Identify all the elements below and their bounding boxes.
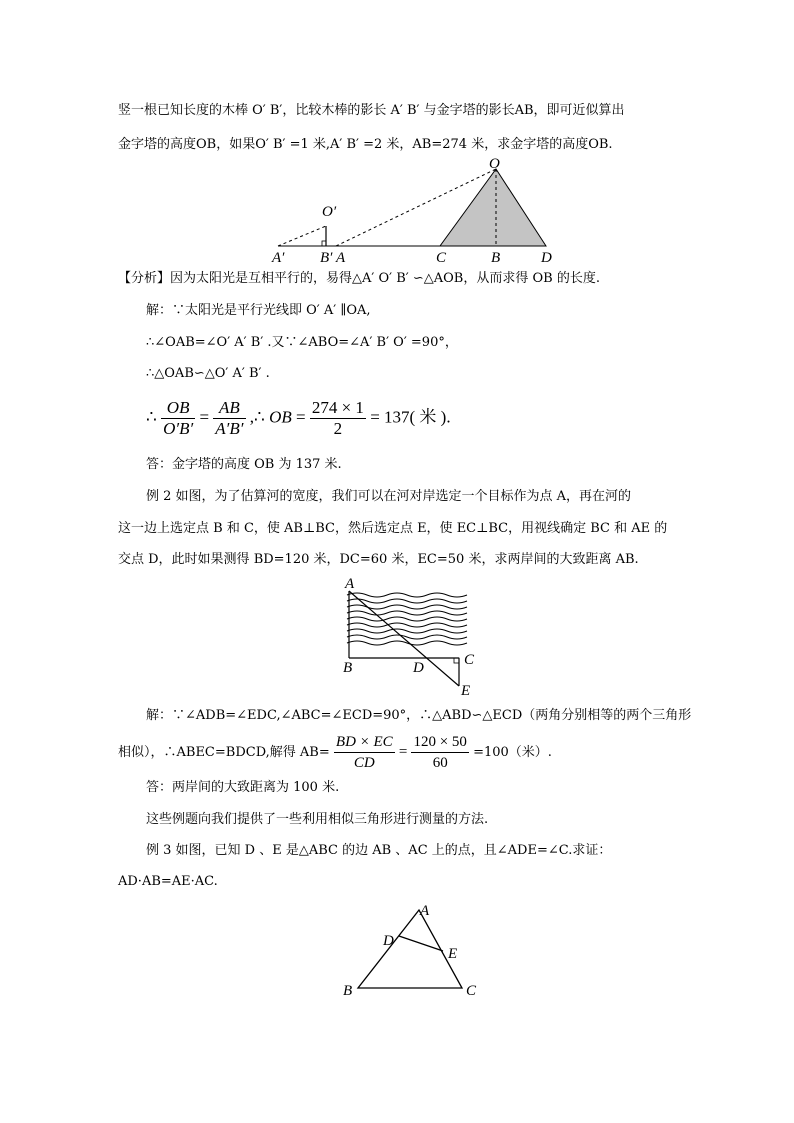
analysis-text: 【分析】因为太阳光是互相平行的，易得△A′ O′ B′ ∽△AOB，从而求得 OB 的长度. [118,271,600,286]
fraction-274x1-over-2 [310,398,366,439]
equals-sign-2: = [296,407,306,427]
equation-result: = 137( 米 ). [370,407,451,427]
frac3-denominator: 2 [310,418,366,439]
fraction-BDxEC-over-CD [334,732,395,773]
segment-DE [399,936,443,951]
solution1-equation [146,398,451,439]
label-O: O [489,156,500,172]
river-figure [335,573,485,698]
label-A: A [420,903,430,919]
label-C: C [464,652,475,668]
label-B: B [491,250,501,266]
fraction-OB-over-OpBp [161,398,195,439]
frac-60-denominator: 60 [411,752,468,773]
example3-line-2: AD·AB=AE·AC. [118,874,218,889]
frac2-numerator: AB [219,398,240,417]
solution1-line-2: ∴∠OAB=∠O′ A′ B′ .又∵∠ABO=∠A′ B′ O′ =90°， [146,335,458,350]
frac-cd-denominator: CD [334,752,395,773]
example2-line-1: 例 2 如图，为了估算河的宽度，我们可以在河对岸选定一个目标作为点 A，再在河的 [146,489,632,504]
solution2-answer: 答：两岸间的大致距离为 100 米. [146,780,340,795]
triangle-figure [338,898,488,1003]
label-C: C [466,983,477,999]
pyramid-triangle [440,169,546,246]
solution1-line-3: ∴△OAB∽△O′ A′ B′ . [146,366,270,381]
separator-therefore: ,∴ [249,407,265,427]
method-note: 这些例题向我们提供了一些利用相似三角形进行测量的方法. [146,812,489,827]
label-B-prime: B′ [320,250,333,266]
pyramid-shadow-figure [260,155,560,267]
solution2-result: =100（米）. [473,745,552,760]
right-angle-C [454,658,459,663]
label-O-prime: O′ [322,204,337,220]
example2-line-3: 交点 D，此时如果测得 BD=120 米，DC=60 米，EC=50 米，求两岸间的大致距离 AB. [118,552,639,567]
frac1-denominator: O′B′ [163,419,194,438]
equals-sign: = [398,744,408,760]
solution2-line-1: 解：∵∠ADB=∠EDC,∠ABC=∠ECD=90°，∴△ABD∽△ECD（两角分别相等的两个三角形 [146,708,692,723]
label-D: D [413,660,424,676]
stick-sun-ray [278,226,326,246]
problem-text-line-2: 金字塔的高度OB，如果O′ B′ =1 米,A′ B′ =2 米，AB=274 米，求金字塔的高度OB. [118,137,613,152]
example2-line-2: 这一边上选定点 B 和 C，使 AB⊥BC，然后选定点 E，使 EC⊥BC，用视线确定 BC 和 AE 的 [118,521,668,536]
fraction-AB-over-ApBp [213,398,245,439]
triangle-ABC [358,910,462,988]
solution1-line-1: 解：∵太阳光是平行光线即 O′ A′ ∥OA, [146,303,371,318]
problem-text-line-1: 竖一根已知长度的木棒 O′ B′，比较木棒的影长 A′ B′ 与金字塔的影长AB，即可近似算出 [118,103,625,118]
label-A-prime: A′ [272,250,285,266]
label-C: C [436,250,447,266]
fraction-120x50-over-60 [411,732,468,773]
example3-line-1: 例 3 如图，已知 D 、E 是△ABC 的边 AB 、AC 上的点，且∠ADE=∠C.求证： [146,843,612,858]
frac-120-50-numerator: 120 × 50 [413,734,467,750]
stick-right-angle [322,241,326,246]
label-D: D [541,250,552,266]
solution2-line-2 [118,732,552,773]
label-D: D [383,933,394,949]
frac1-numerator: OB [166,398,190,417]
lhs-OB: OB [269,407,292,427]
frac3-numerator: 274 × 1 [311,398,364,417]
label-E: E [461,683,471,698]
therefore-symbol: ∴ [146,407,157,427]
frac-bd-ec-numerator: BD × EC [335,734,393,750]
frac2-denominator: A′B′ [215,419,244,438]
label-B: B [343,983,353,999]
label-A: A [345,576,355,592]
label-E: E [448,946,458,962]
label-B: B [343,660,353,676]
river-waves [347,593,467,645]
solution1-answer: 答：金字塔的高度 OB 为 137 米. [146,457,342,472]
solution2-prefix: 相似），∴ABEC=BDCD,解得 AB= [118,745,330,760]
equals-sign: = [199,407,210,427]
label-A: A [336,250,346,266]
